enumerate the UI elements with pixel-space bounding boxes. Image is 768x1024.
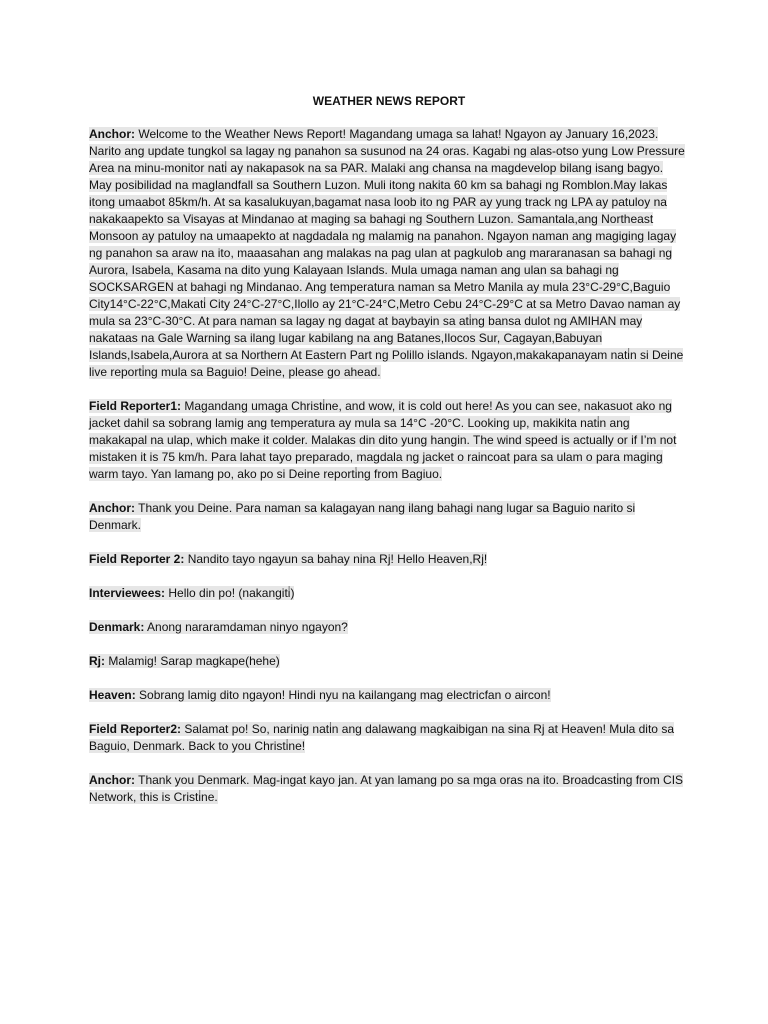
paragraph-text: Magandang umaga Christi̇ne, and wow, it is cold out here! As you can see, nakasuot ako ng jacket dahil sa sobrang lamig ang temperatura ay mula sa 14°C -20°C. Looking up, makikita nati̇n ang makakapal na ulap, which make it colder. Malakas din dito yung hangin. The wind speed is actually or if I’m not mistaken it is 75 km/h. Para lahat tayo preparado, magdala ng jacket o raincoat para sa ulam o para maging warm tayo. Yan lamang po, ako po si Deine reporti̇ng from Bagiuo.: [89, 399, 677, 481]
paragraph-text: Welcome to the Weather News Report! Magandang umaga sa lahat! Ngayon ay January 16,2023. Narito ang update tungkol sa lagay ng panahon sa susunod na 24 oras. Kagabi ng alas-otso yung Low Pressure Area na minu-monitor nati̇ ay nakapasok na sa PAR. Malaki ang chansa na magdevelop bilang isang bagyo. May posibilidad na maglandfall sa Southern Luzon. Muli itong nakita 60 km sa bahagi ng Romblon.May lakas itong umaabot 85km/h. At sa kasalukuyan,bagamat nasa loob ito ng PAR ay yung track ng LPA ay patuloy na nakakaapekto sa Visayas at Mindanao at maging sa bahagi ng Southern Luzon. Samantala,ang Northeast Monsoon ay patuloy na umaapekto at nagdadala ng malamig na panahon. Ngayon naman ang magiging lagay ng panahon sa araw na ito, maaasahan ang malakas na pag ulan at pagkulob ang mararanasan sa bahagi ng Aurora, Isabela, Kasama na dito yung Kalayaan Islands. Mula umaga naman ang ulan sa bahagi ng SOCKSARGEN at bahagi ng Mindanao. Ang temperatura naman sa Metro Manila ay mula 23°C-29°C,Baguio City14°C-22°C,Makati̇ City 24°C-27°C,Ilollo ay 21°C-24°C,Metro Cebu 24°C-29°C at sa Metro Davao naman ay mula sa 23°C-30°C. At para naman sa lagay ng dagat at baybayin sa ati̇ng bansa dulot ng AMIHAN may nakataas na Gale Warning sa ilang lugar kabilang na ang Batanes,Ilocos Sur, Cagayan,Babuyan Islands,Isabela,Aurora at sa Northern At Eastern Part ng Polillo islands. Ngayon,makakapanayam nati̇n si Deine live reporti̇ng mula sa Baguio! Deine, please go ahead.: [89, 127, 685, 379]
paragraph-text: Thank you Deine. Para naman sa kalagayan nang ilang bahagi nang lugar sa Baguio narito si Denmark.: [89, 501, 636, 532]
paragraph-interviewees: [89, 585, 689, 602]
paragraph-anchor-closing: [89, 772, 689, 806]
speaker-label: Anchor:: [89, 773, 135, 787]
document-page: [89, 93, 689, 823]
paragraph-text: Thank you Denmark. Mag-ingat kayo jan. At yan lamang po sa mga oras na ito. Broadcasti̇ng from CIS Network, this is Cristi̇ne.: [89, 773, 684, 804]
paragraph-field-reporter-1: [89, 398, 689, 483]
paragraph-text: Nandito tayo ngayun sa bahay nina Rj! Hello Heaven,Rj!: [184, 552, 488, 566]
paragraph-rj: [89, 653, 689, 670]
speaker-label: Field Reporter 2:: [89, 552, 185, 566]
paragraph-anchor-intro: [89, 126, 689, 381]
paragraph-text: Malamig! Sarap magkape(hehe): [105, 654, 280, 668]
paragraph-text: Salamat po! So, narinig nati̇n ang dalawang magkaibigan na sina Rj at Heaven! Mula dito sa Baguio, Denmark. Back to you Christi̇ne!: [89, 722, 674, 753]
paragraph-text: Sobrang lamig dito ngayon! Hindi nyu na kailangang mag electricfan o aircon!: [135, 688, 551, 702]
paragraph-anchor-handoff: [89, 500, 689, 534]
paragraph-text: Hello din po! (nakangiti̇): [165, 586, 295, 600]
paragraph-field-reporter-2-closing: [89, 721, 689, 755]
paragraph-heaven: [89, 687, 689, 704]
speaker-label: Interviewees:: [89, 586, 166, 600]
paragraph-text: Anong nararamdaman ninyo ngayon?: [144, 620, 348, 634]
speaker-label: Rj:: [89, 654, 105, 668]
document-title: WEATHER NEWS REPORT: [312, 94, 466, 108]
speaker-label: Denmark:: [89, 620, 145, 634]
speaker-label: Anchor:: [89, 501, 135, 515]
speaker-label: Field Reporter2:: [89, 722, 182, 736]
speaker-label: Field Reporter1:: [89, 399, 182, 413]
speaker-label: Anchor:: [89, 127, 135, 141]
speaker-label: Heaven:: [89, 688, 136, 702]
paragraph-denmark: [89, 619, 689, 636]
paragraph-field-reporter-2: [89, 551, 689, 568]
